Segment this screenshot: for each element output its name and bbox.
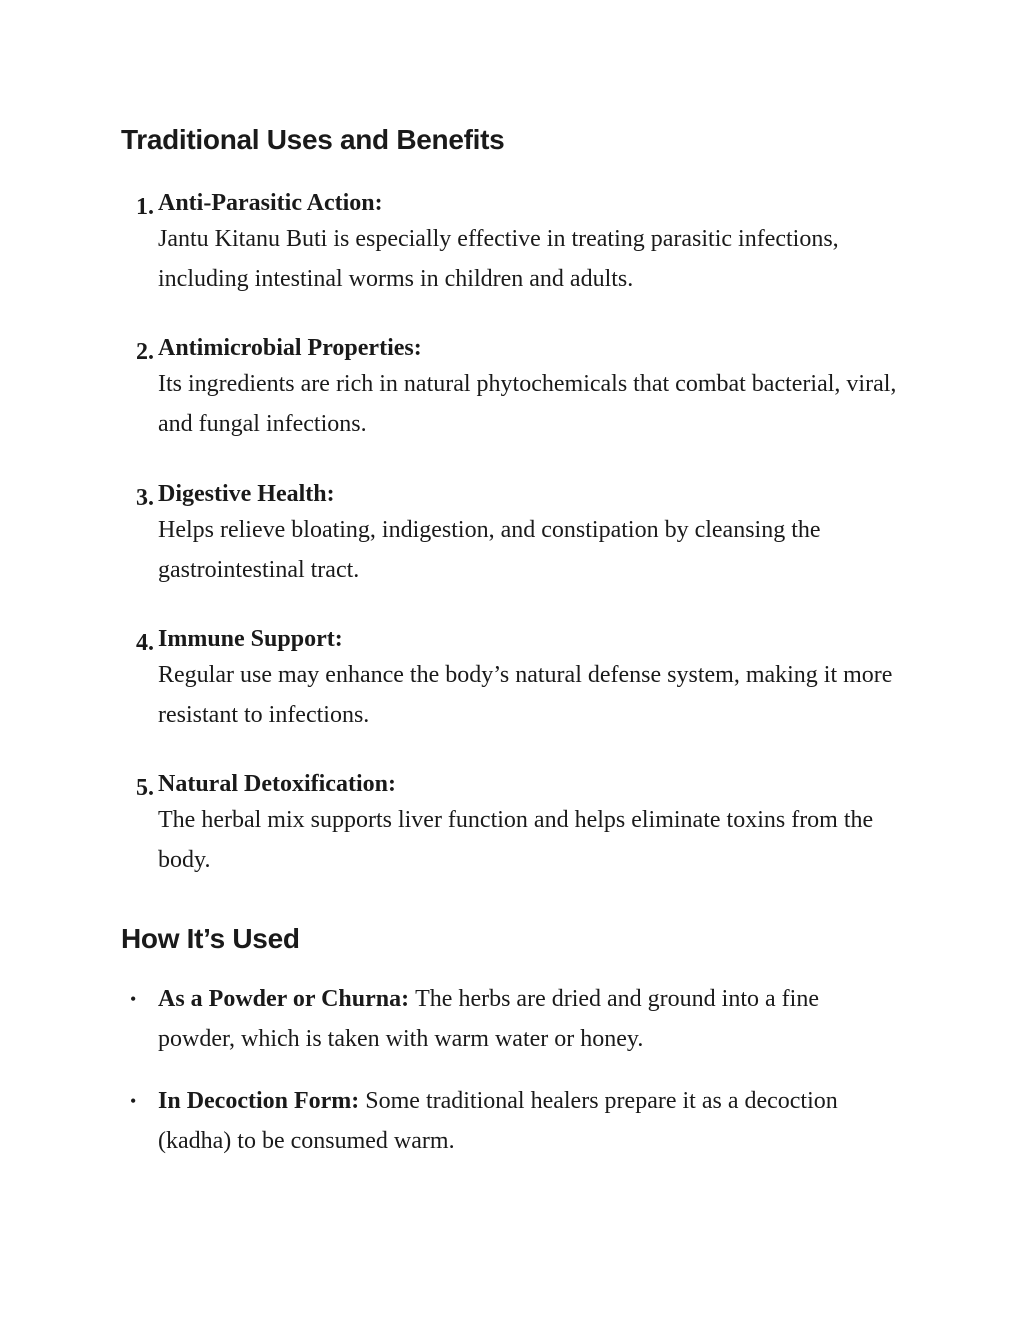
item-description: The herbal mix supports liver function and helps eliminate toxins from the body. [158,807,874,873]
list-item [136,623,898,735]
item-description: Regular use may enhance the body’s natural defense system, making it more resistant to infections. [158,662,893,728]
item-title: Anti-Parasitic Action: [158,190,383,216]
item-description: Some traditional healers prepare it as a decoction (kadha) to be consumed warm. [158,1088,838,1154]
item-title: Antimicrobial Properties: [158,335,422,361]
list-item [136,187,898,299]
item-title: As a Powder or Churna: [158,986,416,1012]
section-heading-benefits: Traditional Uses and Benefits [121,124,505,155]
list-number: 3. [136,485,154,511]
item-description: Jantu Kitanu Buti is especially effective in treating parasitic infections, including intestinal worms in children and adults. [158,226,839,292]
item-title: Immune Support: [158,626,343,652]
section-heading-usage: How It’s Used [121,923,300,954]
item-description: Its ingredients are rich in natural phytochemicals that combat bacterial, viral, and fungal infections. [158,371,897,437]
item-title: Natural Detoxification: [158,771,396,797]
list-number: 1. [136,194,154,220]
list-item [136,332,898,444]
list-item [136,478,898,590]
bullet-icon: • [130,1091,137,1111]
list-number: 5. [136,775,154,801]
item-title: Digestive Health: [158,481,335,507]
bullet-item [130,979,898,1059]
bullet-icon: • [130,989,137,1009]
item-description: Helps relieve bloating, indigestion, and constipation by cleansing the gastrointestinal tract. [158,517,821,583]
bullet-item [130,1081,898,1161]
list-number: 2. [136,339,154,365]
list-number: 4. [136,630,154,656]
list-item [136,768,898,880]
item-description: The herbs are dried and ground into a fine powder, which is taken with warm water or honey. [158,986,819,1052]
item-title: In Decoction Form: [158,1088,366,1114]
